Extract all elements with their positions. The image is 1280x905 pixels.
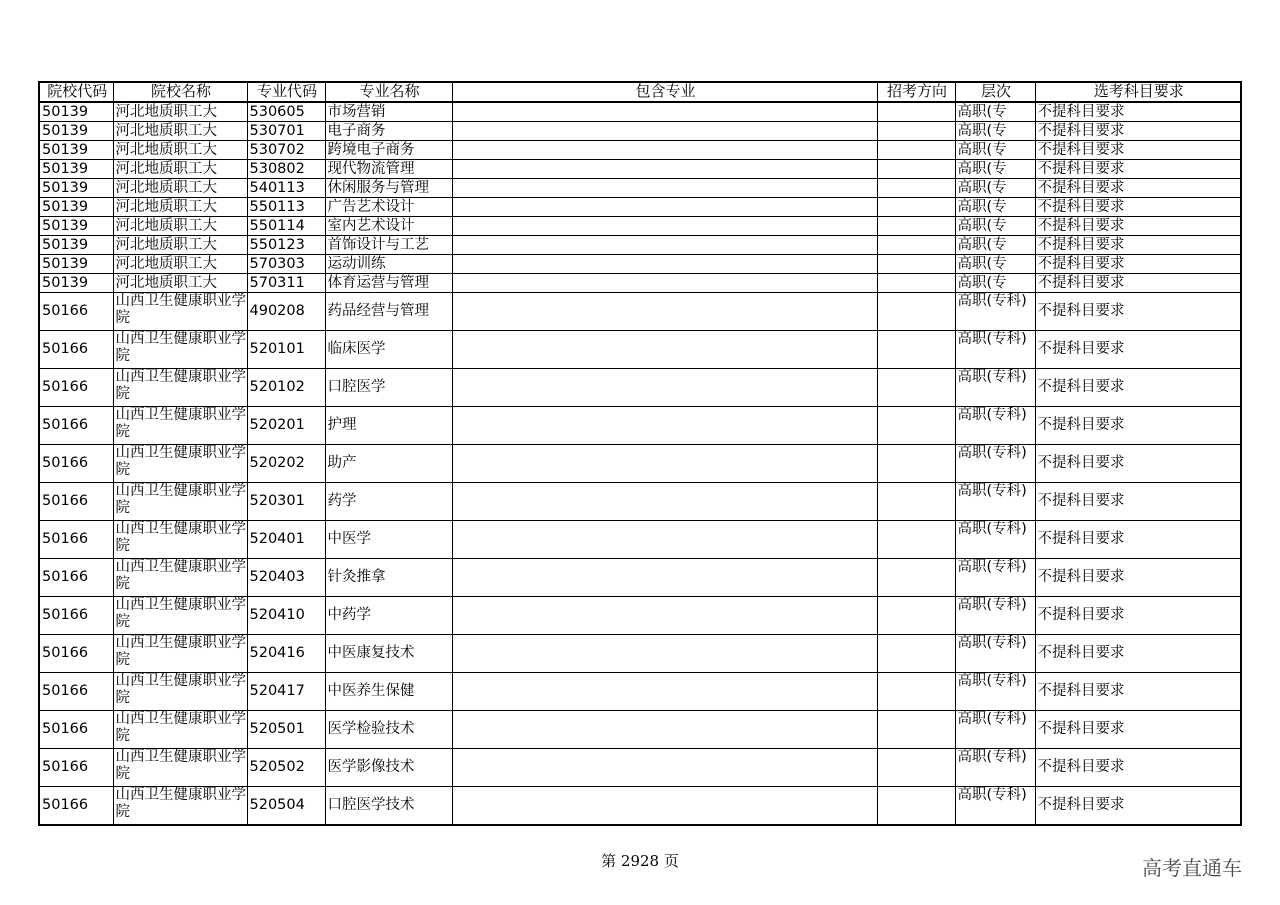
cell-school-code: 50166 [39, 407, 113, 445]
cell-included-majors [452, 236, 877, 255]
cell-major-code: 520102 [247, 369, 325, 407]
cell-direction [877, 559, 955, 597]
admission-table [38, 81, 1242, 826]
cell-major-name: 首饰设计与工艺 [325, 236, 452, 255]
cell-subject-requirement: 不提科目要求 [1035, 483, 1241, 521]
cell-school-code: 50166 [39, 673, 113, 711]
cell-direction [877, 711, 955, 749]
cell-major-code: 520501 [247, 711, 325, 749]
cell-level: 高职(专科) [955, 331, 1035, 369]
header-major-code: 专业代码 [247, 82, 325, 102]
cell-major-code: 530802 [247, 160, 325, 179]
cell-included-majors [452, 217, 877, 236]
cell-major-code: 530702 [247, 141, 325, 160]
cell-school-code: 50139 [39, 141, 113, 160]
cell-school-code: 50166 [39, 749, 113, 787]
cell-included-majors [452, 274, 877, 293]
cell-major-code: 530701 [247, 122, 325, 141]
cell-major-code: 570311 [247, 274, 325, 293]
table-row [39, 217, 1241, 236]
cell-school-name: 山西卫生健康职业学院 [113, 445, 247, 483]
cell-major-code: 520502 [247, 749, 325, 787]
header-school-code: 院校代码 [39, 82, 113, 102]
cell-major-name: 运动训练 [325, 255, 452, 274]
cell-major-code: 520417 [247, 673, 325, 711]
cell-subject-requirement: 不提科目要求 [1035, 255, 1241, 274]
cell-included-majors [452, 749, 877, 787]
cell-school-name: 山西卫生健康职业学院 [113, 711, 247, 749]
cell-major-name: 室内艺术设计 [325, 217, 452, 236]
cell-major-name: 广告艺术设计 [325, 198, 452, 217]
cell-subject-requirement: 不提科目要求 [1035, 521, 1241, 559]
table-row [39, 255, 1241, 274]
cell-subject-requirement: 不提科目要求 [1035, 160, 1241, 179]
cell-major-name: 临床医学 [325, 331, 452, 369]
cell-major-name: 中医康复技术 [325, 635, 452, 673]
cell-level: 高职(专科) [955, 597, 1035, 635]
cell-subject-requirement: 不提科目要求 [1035, 787, 1241, 826]
table-row [39, 331, 1241, 369]
cell-subject-requirement: 不提科目要求 [1035, 407, 1241, 445]
cell-major-name: 护理 [325, 407, 452, 445]
cell-direction [877, 141, 955, 160]
cell-school-code: 50139 [39, 217, 113, 236]
cell-school-code: 50139 [39, 102, 113, 122]
table-row [39, 293, 1241, 331]
cell-major-name: 休闲服务与管理 [325, 179, 452, 198]
table-row [39, 122, 1241, 141]
cell-school-code: 50166 [39, 521, 113, 559]
cell-school-name: 河北地质职工大 [113, 102, 247, 122]
cell-major-name: 医学检验技术 [325, 711, 452, 749]
cell-level: 高职(专科) [955, 521, 1035, 559]
cell-included-majors [452, 255, 877, 274]
cell-direction [877, 787, 955, 826]
cell-direction [877, 293, 955, 331]
cell-included-majors [452, 407, 877, 445]
cell-major-name: 口腔医学 [325, 369, 452, 407]
cell-level: 高职(专 [955, 122, 1035, 141]
cell-direction [877, 407, 955, 445]
cell-included-majors [452, 559, 877, 597]
cell-major-name: 中医学 [325, 521, 452, 559]
cell-included-majors [452, 160, 877, 179]
cell-major-code: 550123 [247, 236, 325, 255]
table-row [39, 160, 1241, 179]
cell-school-code: 50139 [39, 122, 113, 141]
cell-included-majors [452, 673, 877, 711]
cell-included-majors [452, 445, 877, 483]
cell-school-name: 河北地质职工大 [113, 236, 247, 255]
cell-included-majors [452, 122, 877, 141]
cell-school-name: 河北地质职工大 [113, 141, 247, 160]
table-row [39, 711, 1241, 749]
cell-school-name: 山西卫生健康职业学院 [113, 407, 247, 445]
cell-level: 高职(专科) [955, 369, 1035, 407]
cell-subject-requirement: 不提科目要求 [1035, 597, 1241, 635]
cell-direction [877, 122, 955, 141]
cell-school-name: 河北地质职工大 [113, 122, 247, 141]
cell-direction [877, 673, 955, 711]
cell-major-name: 体育运营与管理 [325, 274, 452, 293]
cell-subject-requirement: 不提科目要求 [1035, 369, 1241, 407]
cell-direction [877, 597, 955, 635]
cell-level: 高职(专 [955, 198, 1035, 217]
cell-school-name: 山西卫生健康职业学院 [113, 369, 247, 407]
cell-included-majors [452, 787, 877, 826]
cell-school-code: 50166 [39, 369, 113, 407]
cell-direction [877, 521, 955, 559]
cell-included-majors [452, 635, 877, 673]
cell-school-name: 河北地质职工大 [113, 160, 247, 179]
page-number: 第 2928 页 [601, 852, 679, 870]
cell-level: 高职(专科) [955, 293, 1035, 331]
cell-school-code: 50166 [39, 331, 113, 369]
table-row [39, 274, 1241, 293]
cell-school-name: 山西卫生健康职业学院 [113, 749, 247, 787]
cell-major-name: 助产 [325, 445, 452, 483]
header-direction: 招考方向 [877, 82, 955, 102]
cell-subject-requirement: 不提科目要求 [1035, 711, 1241, 749]
cell-direction [877, 483, 955, 521]
cell-school-code: 50139 [39, 198, 113, 217]
cell-major-name: 现代物流管理 [325, 160, 452, 179]
cell-direction [877, 274, 955, 293]
table-row [39, 597, 1241, 635]
cell-level: 高职(专 [955, 236, 1035, 255]
table-row [39, 369, 1241, 407]
cell-school-name: 山西卫生健康职业学院 [113, 483, 247, 521]
cell-major-code: 520101 [247, 331, 325, 369]
cell-major-name: 跨境电子商务 [325, 141, 452, 160]
cell-subject-requirement: 不提科目要求 [1035, 274, 1241, 293]
table-body [39, 102, 1241, 825]
cell-major-code: 570303 [247, 255, 325, 274]
cell-school-code: 50166 [39, 711, 113, 749]
table-row [39, 141, 1241, 160]
table-row [39, 787, 1241, 826]
cell-direction [877, 331, 955, 369]
cell-subject-requirement: 不提科目要求 [1035, 331, 1241, 369]
cell-school-code: 50166 [39, 483, 113, 521]
header-school-name: 院校名称 [113, 82, 247, 102]
cell-level: 高职(专 [955, 274, 1035, 293]
cell-level: 高职(专 [955, 179, 1035, 198]
cell-major-code: 520301 [247, 483, 325, 521]
cell-major-code: 550113 [247, 198, 325, 217]
cell-subject-requirement: 不提科目要求 [1035, 445, 1241, 483]
cell-major-name: 药品经营与管理 [325, 293, 452, 331]
table-row [39, 635, 1241, 673]
cell-major-name: 口腔医学技术 [325, 787, 452, 826]
cell-included-majors [452, 179, 877, 198]
cell-school-name: 山西卫生健康职业学院 [113, 559, 247, 597]
cell-school-name: 河北地质职工大 [113, 274, 247, 293]
cell-direction [877, 236, 955, 255]
cell-school-name: 河北地质职工大 [113, 217, 247, 236]
cell-level: 高职(专科) [955, 749, 1035, 787]
cell-major-name: 电子商务 [325, 122, 452, 141]
table-row [39, 445, 1241, 483]
cell-level: 高职(专科) [955, 559, 1035, 597]
cell-school-code: 50166 [39, 559, 113, 597]
cell-subject-requirement: 不提科目要求 [1035, 141, 1241, 160]
cell-school-code: 50166 [39, 787, 113, 826]
table-row [39, 483, 1241, 521]
table-row [39, 198, 1241, 217]
cell-included-majors [452, 141, 877, 160]
cell-included-majors [452, 293, 877, 331]
cell-school-name: 山西卫生健康职业学院 [113, 293, 247, 331]
cell-school-name: 河北地质职工大 [113, 198, 247, 217]
cell-major-code: 520202 [247, 445, 325, 483]
cell-included-majors [452, 369, 877, 407]
table-row [39, 407, 1241, 445]
cell-school-name: 山西卫生健康职业学院 [113, 635, 247, 673]
watermark: 高考直通车 [1142, 856, 1242, 880]
cell-school-name: 河北地质职工大 [113, 255, 247, 274]
cell-direction [877, 445, 955, 483]
cell-direction [877, 179, 955, 198]
cell-major-name: 市场营销 [325, 102, 452, 122]
cell-subject-requirement: 不提科目要求 [1035, 102, 1241, 122]
cell-direction [877, 217, 955, 236]
cell-level: 高职(专科) [955, 673, 1035, 711]
cell-subject-requirement: 不提科目要求 [1035, 122, 1241, 141]
cell-major-name: 针灸推拿 [325, 559, 452, 597]
cell-level: 高职(专科) [955, 787, 1035, 826]
cell-major-code: 530605 [247, 102, 325, 122]
cell-subject-requirement: 不提科目要求 [1035, 217, 1241, 236]
cell-school-code: 50139 [39, 160, 113, 179]
table-row [39, 749, 1241, 787]
cell-subject-requirement: 不提科目要求 [1035, 179, 1241, 198]
cell-subject-requirement: 不提科目要求 [1035, 198, 1241, 217]
cell-major-name: 医学影像技术 [325, 749, 452, 787]
cell-major-code: 520403 [247, 559, 325, 597]
cell-school-code: 50139 [39, 179, 113, 198]
cell-direction [877, 369, 955, 407]
cell-major-code: 520401 [247, 521, 325, 559]
cell-direction [877, 160, 955, 179]
cell-included-majors [452, 198, 877, 217]
cell-included-majors [452, 102, 877, 122]
table-row [39, 236, 1241, 255]
cell-school-code: 50166 [39, 445, 113, 483]
cell-subject-requirement: 不提科目要求 [1035, 749, 1241, 787]
cell-major-code: 520201 [247, 407, 325, 445]
cell-major-code: 490208 [247, 293, 325, 331]
table-row [39, 102, 1241, 122]
cell-major-name: 药学 [325, 483, 452, 521]
table-row [39, 673, 1241, 711]
header-major-name: 专业名称 [325, 82, 452, 102]
table-row [39, 521, 1241, 559]
cell-school-code: 50139 [39, 236, 113, 255]
cell-included-majors [452, 483, 877, 521]
cell-direction [877, 635, 955, 673]
cell-level: 高职(专 [955, 217, 1035, 236]
cell-level: 高职(专科) [955, 445, 1035, 483]
cell-direction [877, 749, 955, 787]
cell-level: 高职(专 [955, 141, 1035, 160]
cell-subject-requirement: 不提科目要求 [1035, 673, 1241, 711]
table-row [39, 179, 1241, 198]
cell-subject-requirement: 不提科目要求 [1035, 635, 1241, 673]
cell-school-code: 50139 [39, 274, 113, 293]
cell-school-name: 山西卫生健康职业学院 [113, 331, 247, 369]
cell-included-majors [452, 521, 877, 559]
cell-level: 高职(专科) [955, 407, 1035, 445]
cell-included-majors [452, 597, 877, 635]
header-subject-requirement: 选考科目要求 [1035, 82, 1241, 102]
cell-school-name: 山西卫生健康职业学院 [113, 673, 247, 711]
cell-direction [877, 255, 955, 274]
cell-level: 高职(专科) [955, 711, 1035, 749]
cell-school-code: 50166 [39, 597, 113, 635]
cell-subject-requirement: 不提科目要求 [1035, 236, 1241, 255]
cell-major-code: 520416 [247, 635, 325, 673]
cell-school-name: 河北地质职工大 [113, 179, 247, 198]
header-included-majors: 包含专业 [452, 82, 877, 102]
cell-direction [877, 102, 955, 122]
cell-school-name: 山西卫生健康职业学院 [113, 521, 247, 559]
header-level: 层次 [955, 82, 1035, 102]
cell-subject-requirement: 不提科目要求 [1035, 293, 1241, 331]
cell-school-code: 50166 [39, 293, 113, 331]
cell-major-code: 520410 [247, 597, 325, 635]
cell-direction [877, 198, 955, 217]
cell-school-code: 50166 [39, 635, 113, 673]
cell-level: 高职(专 [955, 255, 1035, 274]
cell-major-name: 中医养生保健 [325, 673, 452, 711]
table-row [39, 559, 1241, 597]
cell-level: 高职(专 [955, 102, 1035, 122]
cell-major-code: 520504 [247, 787, 325, 826]
cell-school-code: 50139 [39, 255, 113, 274]
cell-major-name: 中药学 [325, 597, 452, 635]
cell-level: 高职(专 [955, 160, 1035, 179]
cell-major-code: 540113 [247, 179, 325, 198]
cell-major-code: 550114 [247, 217, 325, 236]
cell-school-name: 山西卫生健康职业学院 [113, 787, 247, 826]
cell-school-name: 山西卫生健康职业学院 [113, 597, 247, 635]
header-row [39, 82, 1241, 102]
cell-subject-requirement: 不提科目要求 [1035, 559, 1241, 597]
cell-level: 高职(专科) [955, 635, 1035, 673]
cell-level: 高职(专科) [955, 483, 1035, 521]
cell-included-majors [452, 331, 877, 369]
cell-included-majors [452, 711, 877, 749]
